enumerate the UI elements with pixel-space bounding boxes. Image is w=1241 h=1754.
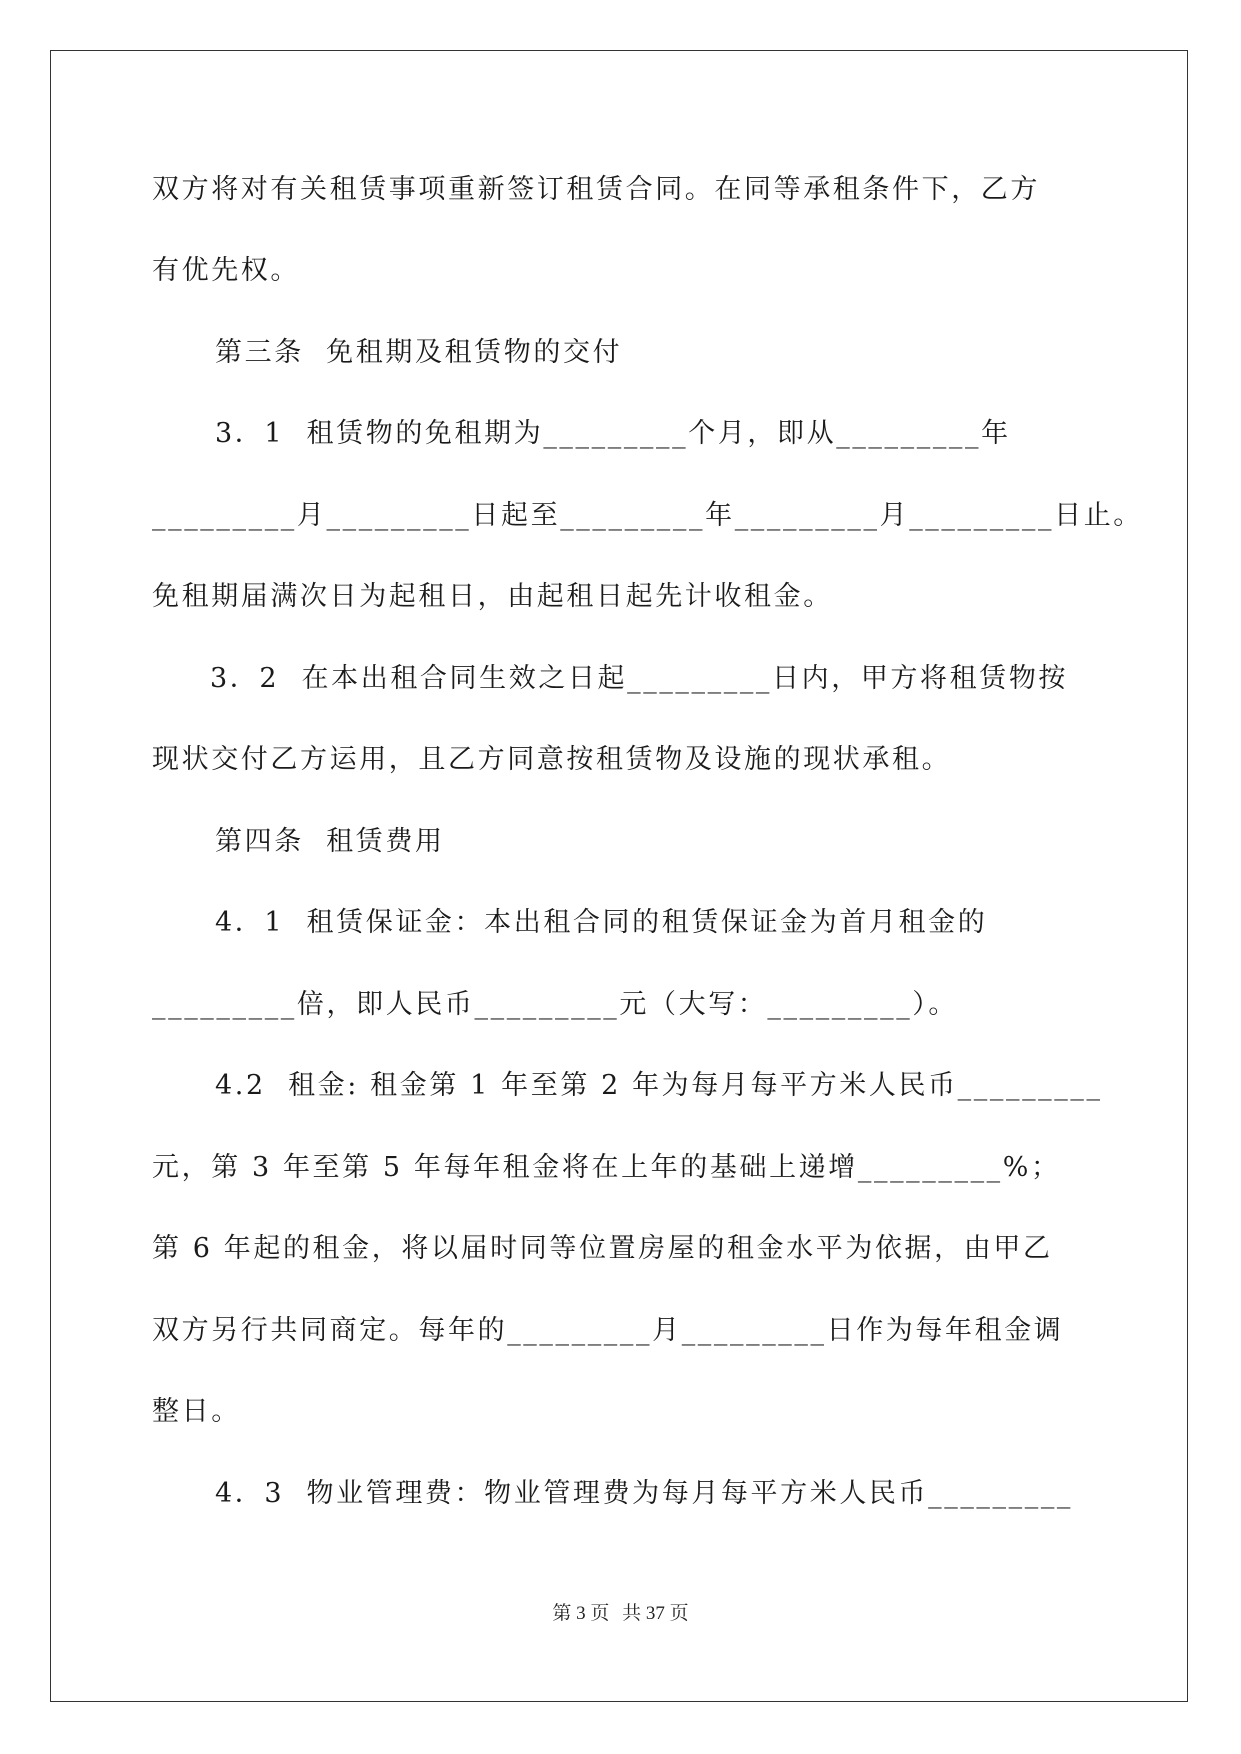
- text-line: 现状交付乙方运用，且乙方同意按租赁物及设施的现状承租。: [152, 744, 952, 775]
- page-total: 共 37 页: [622, 1603, 689, 1624]
- text-line: 双方另行共同商定。每年的_________月_________日作为每年租金调: [152, 1315, 1064, 1346]
- section-heading: 第四条 租赁费用: [215, 826, 445, 857]
- text-line: 第 6 年起的租金，将以届时同等位置房屋的租金水平为依据，由甲乙: [152, 1233, 1053, 1264]
- text-line: 有优先权。: [152, 255, 300, 286]
- clause-line: 3．2 在本出租合同生效之日起_________日内，甲方将租赁物按: [210, 663, 1069, 694]
- text-line: _________月_________日起至_________年_________月_________日止。: [152, 500, 1143, 531]
- clause-line: 4.2 租金: 租金第 1 年至第 2 年为每月每平方米人民币_________: [215, 1070, 1103, 1101]
- page-border: [50, 50, 1188, 1702]
- text-line: 整日。: [152, 1396, 241, 1427]
- text-line: 元，第 3 年至第 5 年每年租金将在上年的基础上递增_________%；: [152, 1152, 1061, 1183]
- clause-line: 4．3 物业管理费：物业管理费为每月每平方米人民币_________: [215, 1478, 1074, 1509]
- page-footer: [0, 1598, 1241, 1625]
- page-number: 第 3 页: [552, 1603, 610, 1624]
- text-line: 免租期届满次日为起租日，由起租日起先计收租金。: [152, 581, 833, 612]
- text-line: 双方将对有关租赁事项重新签订租赁合同。在同等承租条件下，乙方: [152, 174, 1040, 205]
- clause-line: 3．1 租赁物的免租期为_________个月，即从_________年: [215, 418, 1011, 449]
- section-heading: 第三条 免租期及租赁物的交付: [215, 337, 623, 368]
- text-line: _________倍，即人民币_________元（大写：_________）。: [152, 989, 958, 1020]
- clause-line: 4．1 租赁保证金：本出租合同的租赁保证金为首月租金的: [215, 907, 988, 938]
